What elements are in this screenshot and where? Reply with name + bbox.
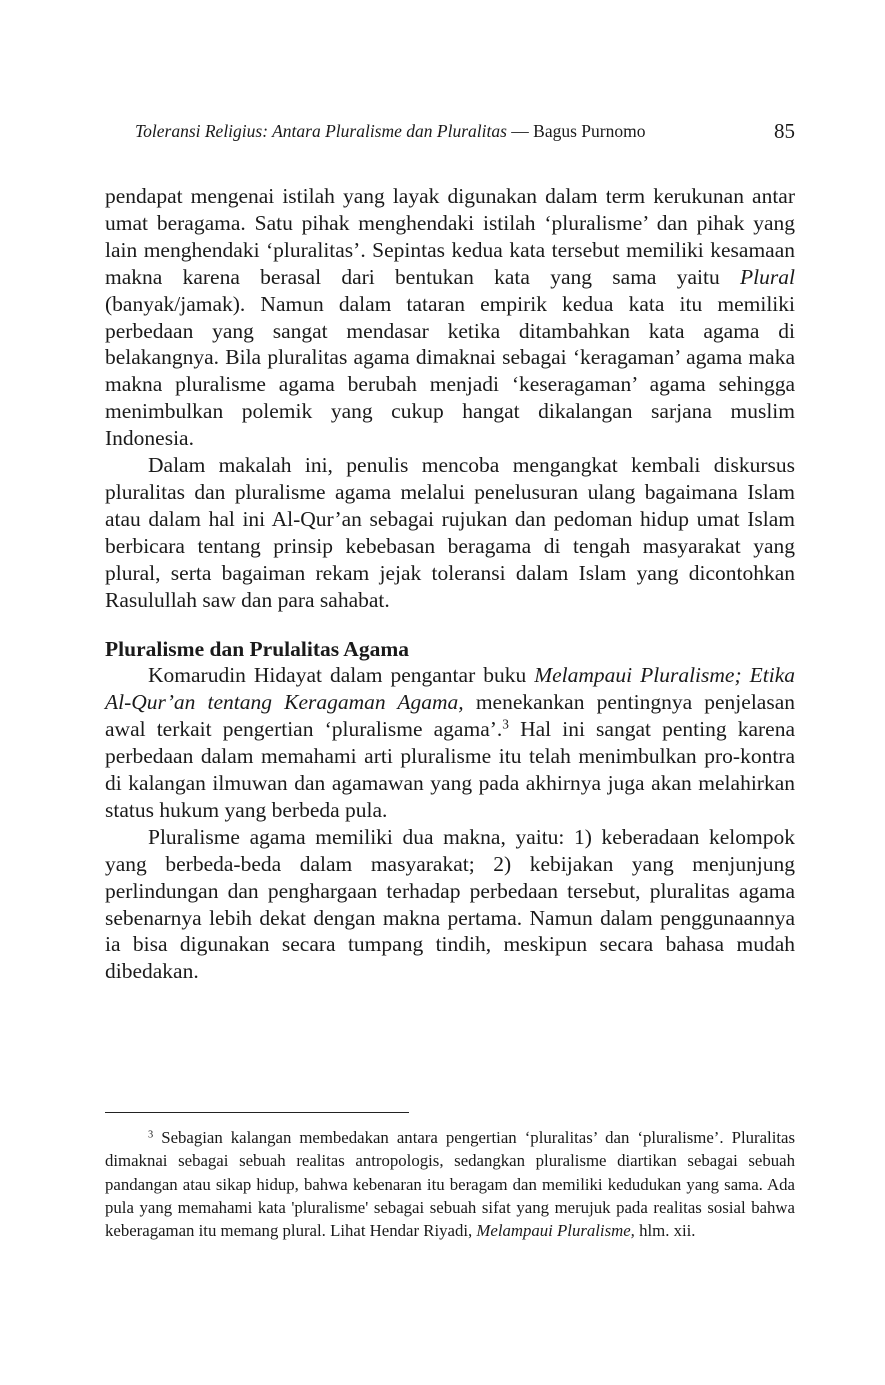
paragraph-1: [105, 183, 795, 452]
header-title: Toleransi Religius: Antara Pluralisme dan Pluralitas: [135, 121, 507, 141]
paragraph-4: Pluralisme agama memiliki dua makna, yaitu: 1) keberadaan kelompok yang berbeda-beda dalam masyarakat; 2) kebijakan yang menjunjung perlindungan dan penghargaan terhadap perbedaan tersebut, pluralitas agama sebenarnya lebih dekat dengan makna pertama. Namun dalam penggunaannya ia bisa digunakan secara tumpang tindih, meskipun secara bahasa mudah dibedakan.: [105, 824, 795, 984]
footnote-ref[interactable]: 3: [502, 716, 509, 732]
footnote-text-a: Sebagian kalangan membedakan antara pengertian ‘pluralitas’ dan ‘pluralisme’. Pluralitas dimaknai sebagai sebuah realitas antropologis, sedangkan pluralisme diartikan sebagai sebuah pandangan atau sikap hidup, bahwa kebenaran itu beragam dan memiliki kedudukan yang sama. Ada pula yang memahami kata 'pluralisme' sebagai sebuah sifat yang merujuk pada realitas sosial bahwa keberagaman itu memang plural. Lihat Hendar Riyadi,: [105, 1128, 795, 1241]
paragraph-1-text-b: (banyak/jamak). Namun dalam tataran empirik kedua kata itu memiliki perbedaan yang sangat mendasar ketika ditambahkan kata agama di belakangnya. Bila pluralitas agama dimaknai sebagai ‘keragaman’ agama maka makna pluralisme agama berubah menjadi ‘keseragaman’ agama sehingga menimbulkan polemik yang cukup hangat dikalangan sarjana muslim Indonesia.: [105, 291, 795, 451]
page-number: 85: [774, 119, 795, 143]
paragraph-3-text-b: menekankan pentingnya penjelasan awal terkait pengertian ‘pluralisme agama’.: [105, 690, 795, 742]
running-header: [135, 121, 795, 151]
footnote-italic: Melampaui Pluralisme,: [476, 1221, 635, 1241]
footnote: [105, 1126, 795, 1242]
book-title-italic: Melampaui Pluralisme; Etika Al-Qur’an tentang Keragaman Agama,: [105, 663, 795, 715]
footnote-text-b: hlm. xii.: [634, 1221, 696, 1241]
section-heading: Pluralisme dan Prulalitas Agama: [105, 636, 409, 661]
paragraph-3-text-a: Komarudin Hidayat dalam pengantar buku: [148, 663, 535, 688]
paragraph-3-text-c: Hal ini sangat penting karena perbedaan dalam memahami arti pluralisme itu telah menimbulkan pro-kontra di kalangan ilmuwan dan agamawan yang pada akhirnya juga akan melahirkan status hukum yang berbeda pula.: [105, 717, 795, 822]
main-text: [105, 183, 795, 985]
footnote-divider: [105, 1112, 409, 1113]
footnote-number: 3: [148, 1129, 154, 1141]
header-author: Bagus Purnomo: [533, 121, 646, 141]
paragraph-1-text-a: pendapat mengenai istilah yang layak digunakan dalam term kerukunan antar umat beragama. Satu pihak menghendaki istilah ‘pluralisme’ dan pihak yang lain menghendaki ‘pluralitas’. Sepintas kedua kata tersebut memiliki kesamaan makna karena berasal dari bentukan kata yang sama yaitu: [105, 184, 795, 289]
header-dash: —: [506, 121, 534, 141]
paragraph-3: [105, 662, 795, 823]
paragraph-1-italic: Plural: [740, 264, 795, 289]
paragraph-2: Dalam makalah ini, penulis mencoba mengangkat kembali diskursus pluralitas dan pluralisme agama melalui penelusuran ulang bagaimana Islam atau dalam hal ini Al-Qur’an sebagai rujukan dan pedoman hidup umat Islam berbicara tentang prinsip kebebasan beragama di tengah masyarakat yang plural, serta bagaiman rekam jejak toleransi dalam Islam yang dicontohkan Rasulullah saw dan para sahabat.: [105, 453, 795, 612]
